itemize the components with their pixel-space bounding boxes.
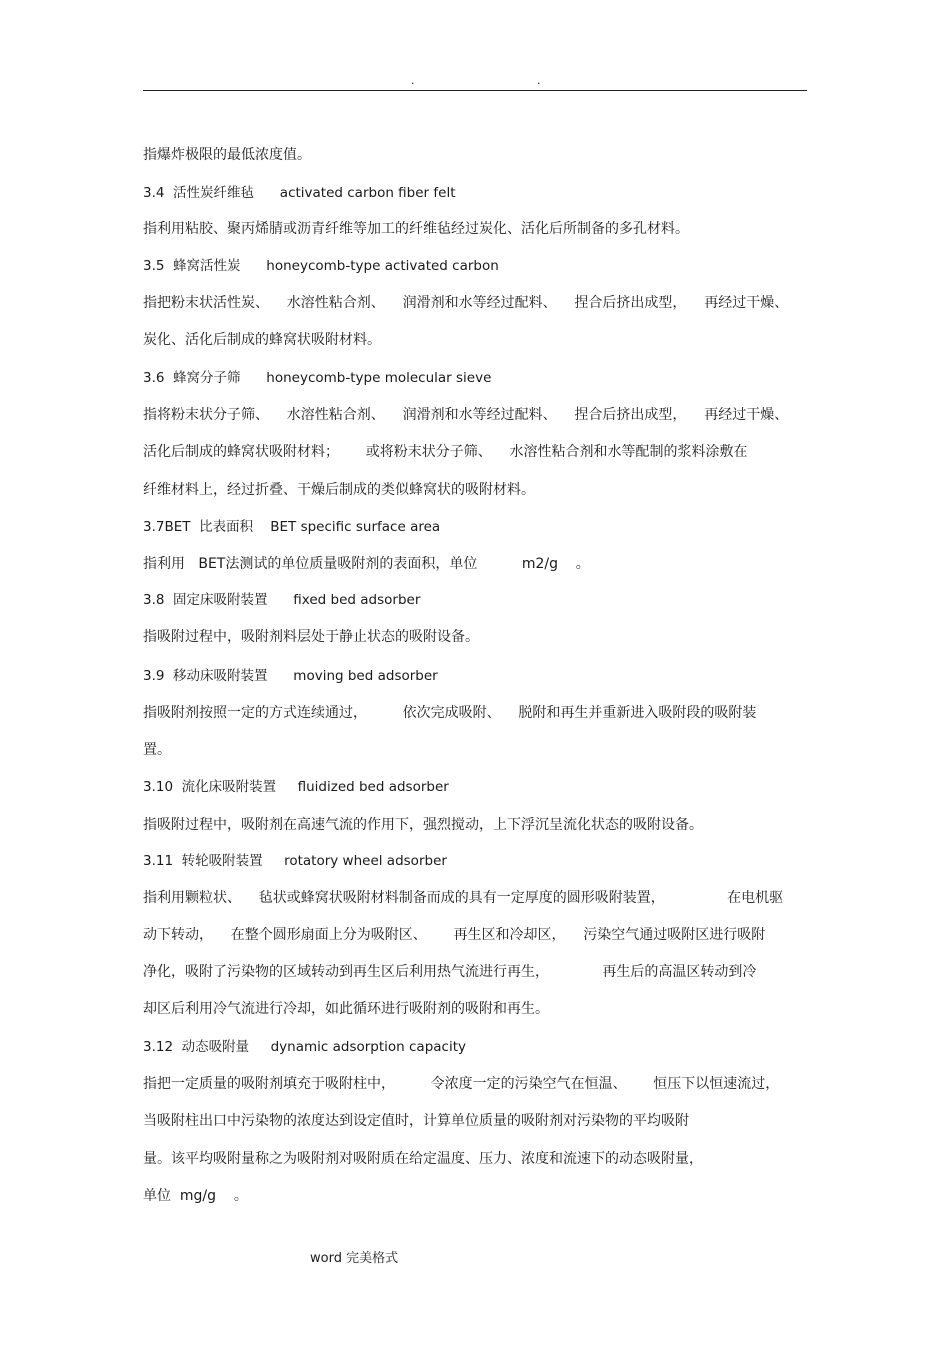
term-heading: 3.7BET 比表面积 BET specific surface area <box>143 519 441 535</box>
page-footer: word 完美格式 <box>310 1251 399 1266</box>
body-line: 活化后制成的蜂窝状吸附材料； 或将粉末状分子筛、 水溶性粘合剂和水等配制的浆料涂敷在 <box>143 444 748 460</box>
body-line: 指把粉末状活性炭、 水溶性粘合剂、 润滑剂和水等经过配料、 捏合后挤出成型， 再经过干燥、 <box>143 295 789 311</box>
term-heading: 3.6 蜂窝分子筛 honeycomb-type molecular sieve <box>143 370 492 386</box>
body-line: 指利用粘胶、聚丙烯腈或沥青纤维等加工的纤维毡经过炭化、活化后所制备的多孔材料。 <box>143 221 689 237</box>
body-line: 量。该平均吸附量称之为吸附剂对吸附质在给定温度、压力、浓度和流速下的动态吸附量， <box>143 1151 703 1167</box>
body-line: 却区后利用冷气流进行冷却，如此循环进行吸附剂的吸附和再生。 <box>143 1001 549 1017</box>
header-dot-right: . <box>537 74 541 87</box>
body-line: 单位 mg/g 。 <box>143 1188 248 1204</box>
term-heading: 3.10 流化床吸附装置 fluidized bed adsorber <box>143 779 449 795</box>
term-heading: 3.12 动态吸附量 dynamic adsorption capacity <box>143 1039 466 1055</box>
body-line: 置。 <box>143 742 171 758</box>
body-line: 动下转动， 在整个圆形扇面上分为吸附区、 再生区和冷却区， 污染空气通过吸附区进行吸附 <box>143 927 766 943</box>
term-heading: 3.4 活性炭纤维毡 activated carbon fiber felt <box>143 185 456 201</box>
body-line: 指将粉末状分子筛、 水溶性粘合剂、 润滑剂和水等经过配料、 捏合后挤出成型， 再经过干燥、 <box>143 407 789 423</box>
body-line: 指吸附剂按照一定的方式连续通过， 依次完成吸附、 脱附和再生并重新进入吸附段的吸附装 <box>143 705 757 721</box>
term-heading: 3.8 固定床吸附装置 fixed bed adsorber <box>143 592 421 608</box>
body-line: 纤维材料上，经过折叠、干燥后制成的类似蜂窝状的吸附材料。 <box>143 482 535 498</box>
body-line: 净化，吸附了污染物的区域转动到再生区后利用热气流进行再生， 再生后的高温区转动到冷 <box>143 964 757 980</box>
page-header <box>0 74 950 88</box>
header-dot-left: . <box>411 74 415 87</box>
body-line: 指把一定质量的吸附剂填充于吸附柱中， 令浓度一定的污染空气在恒温、 恒压下以恒速流过， <box>143 1076 780 1092</box>
body-line: 指利用 BET法测试的单位质量吸附剂的表面积，单位 m2/g 。 <box>143 556 590 572</box>
body-line: 指吸附过程中，吸附剂在高速气流的作用下，强烈搅动，上下浮沉呈流化状态的吸附设备。 <box>143 817 703 833</box>
term-heading: 3.11 转轮吸附装置 rotatory wheel adsorber <box>143 853 447 869</box>
body-line: 炭化、活化后制成的蜂窝状吸附材料。 <box>143 332 381 348</box>
body-line: 指利用颗粒状、 毡状或蜂窝状吸附材料制备而成的具有一定厚度的圆形吸附装置， 在电机驱 <box>143 890 784 906</box>
term-heading: 3.9 移动床吸附装置 moving bed adsorber <box>143 668 438 684</box>
body-line: 指吸附过程中，吸附剂料层处于静止状态的吸附设备。 <box>143 629 479 645</box>
term-heading: 3.5 蜂窝活性炭 honeycomb-type activated carbon <box>143 258 499 274</box>
header-rule <box>143 90 807 91</box>
body-line: 指爆炸极限的最低浓度值。 <box>143 147 311 163</box>
body-line: 当吸附柱出口中污染物的浓度达到设定值时，计算单位质量的吸附剂对污染物的平均吸附 <box>143 1113 689 1129</box>
